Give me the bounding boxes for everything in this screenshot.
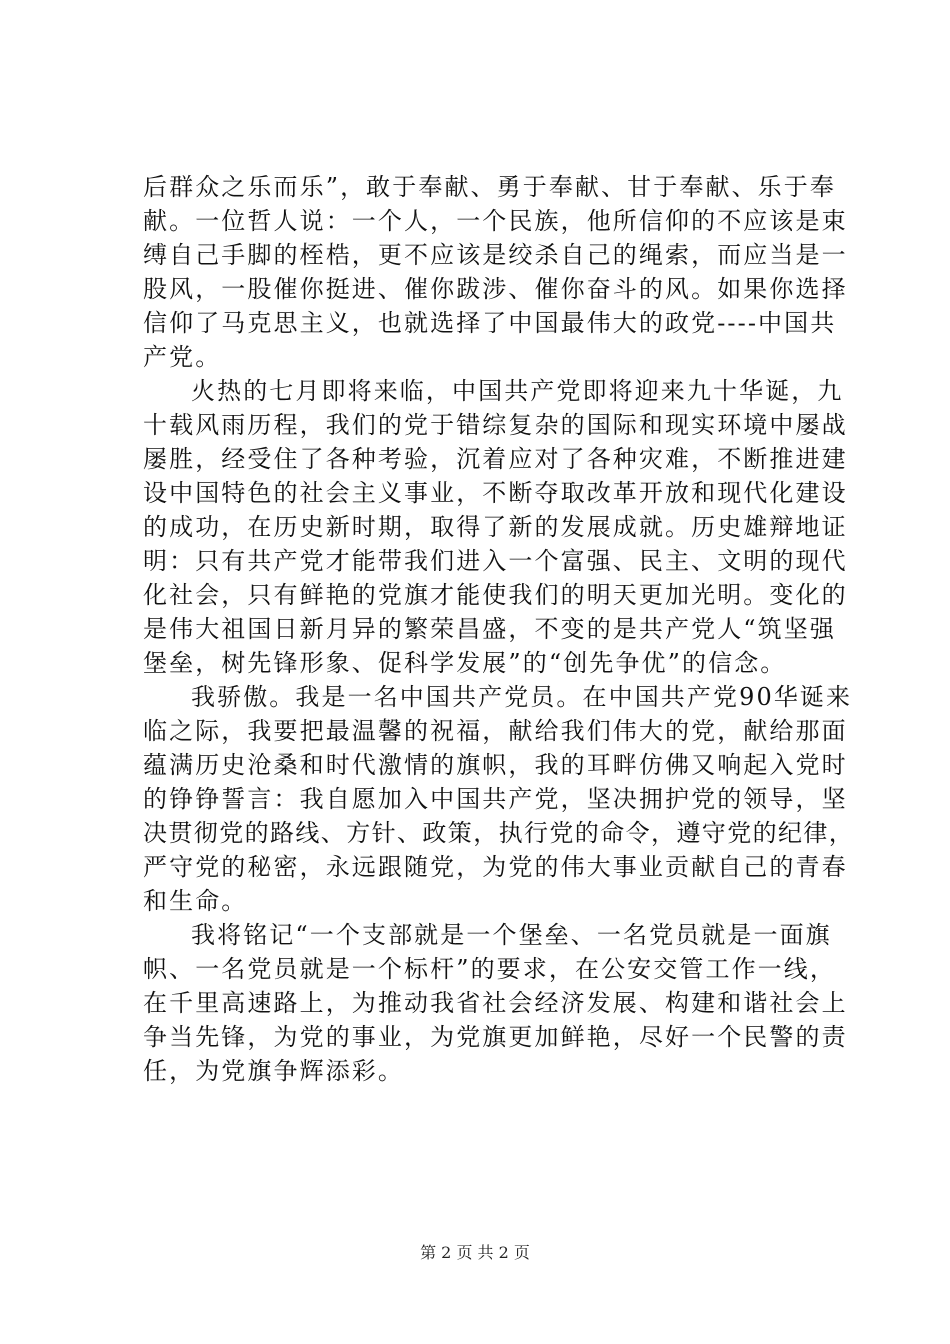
text-line: 决贯彻党的路线、方针、政策，执行党的命令，遵守党的纪律， (143, 819, 855, 847)
text-line: 的成功，在历史新时期，取得了新的发展成就。历史雄辩地证 (143, 513, 848, 541)
text-line: 严守党的秘密，永远跟随党，为党的伟大事业贡献自己的青春 (143, 853, 848, 881)
text-line: 是伟大祖国日新月异的繁荣昌盛，不变的是共产党人“筑坚强 (143, 615, 836, 643)
text-line: 临之际，我要把最温馨的祝福，献给我们伟大的党，献给那面 (143, 717, 848, 745)
text-line: 献。一位哲人说：一个人，一个民族，他所信仰的不应该是束 (143, 207, 848, 235)
text-line: 后群众之乐而乐”，敢于奉献、勇于奉献、甘于奉献、乐于奉 (143, 173, 836, 201)
text-line: 帜、一名党员就是一个标杆”的要求，在公安交管工作一线， (143, 955, 836, 983)
text-line: 股风，一股催你挺进、催你跋涉、催你奋斗的风。如果你选择 (143, 275, 848, 303)
text-line: 信仰了马克思主义，也就选择了中国最伟大的政党----中国共 (143, 309, 837, 337)
text-line: 产党。 (143, 343, 222, 371)
paragraph-start-line: 我将铭记“一个支部就是一个堡垒、一名党员就是一面旗 (191, 921, 832, 949)
text-line: 十载风雨历程，我们的党于错综复杂的国际和现实环境中屡战 (143, 411, 848, 439)
text-line: 在千里高速路上，为推动我省社会经济发展、构建和谐社会上 (143, 989, 848, 1017)
text-line: 的铮铮誓言：我自愿加入中国共产党，坚决拥护党的领导，坚 (143, 785, 848, 813)
text-line: 化社会，只有鲜艳的党旗才能使我们的明天更加光明。变化的 (143, 581, 848, 609)
paragraph-start-line: 火热的七月即将来临，中国共产党即将迎来九十华诞，九 (191, 377, 844, 405)
text-line: 堡垒，树先锋形象、促科学发展”的“创先争优”的信念。 (143, 649, 787, 677)
text-line: 设中国特色的社会主义事业，不断夺取改革开放和现代化建设 (143, 479, 848, 507)
text-line: 缚自己手脚的桎梏，更不应该是绞杀自己的绳索，而应当是一 (143, 241, 848, 269)
paragraph-start-line: 我骄傲。我是一名中国共产党员。在中国共产党90华诞来 (191, 683, 853, 711)
text-line: 屡胜，经受住了各种考验，沉着应对了各种灾难，不断推进建 (143, 445, 848, 473)
text-line: 蕴满历史沧桑和时代激情的旗帜，我的耳畔仿佛又响起入党时 (143, 751, 848, 779)
text-line: 和生命。 (143, 887, 248, 915)
document-body (143, 170, 855, 1088)
text-line: 明：只有共产党才能带我们进入一个富强、民主、文明的现代 (143, 547, 848, 575)
page-number-footer: 第 2 页 共 2 页 (420, 1243, 530, 1262)
text-line: 任，为党旗争辉添彩。 (143, 1057, 404, 1085)
text-line: 争当先锋，为党的事业，为党旗更加鲜艳，尽好一个民警的责 (143, 1023, 848, 1051)
